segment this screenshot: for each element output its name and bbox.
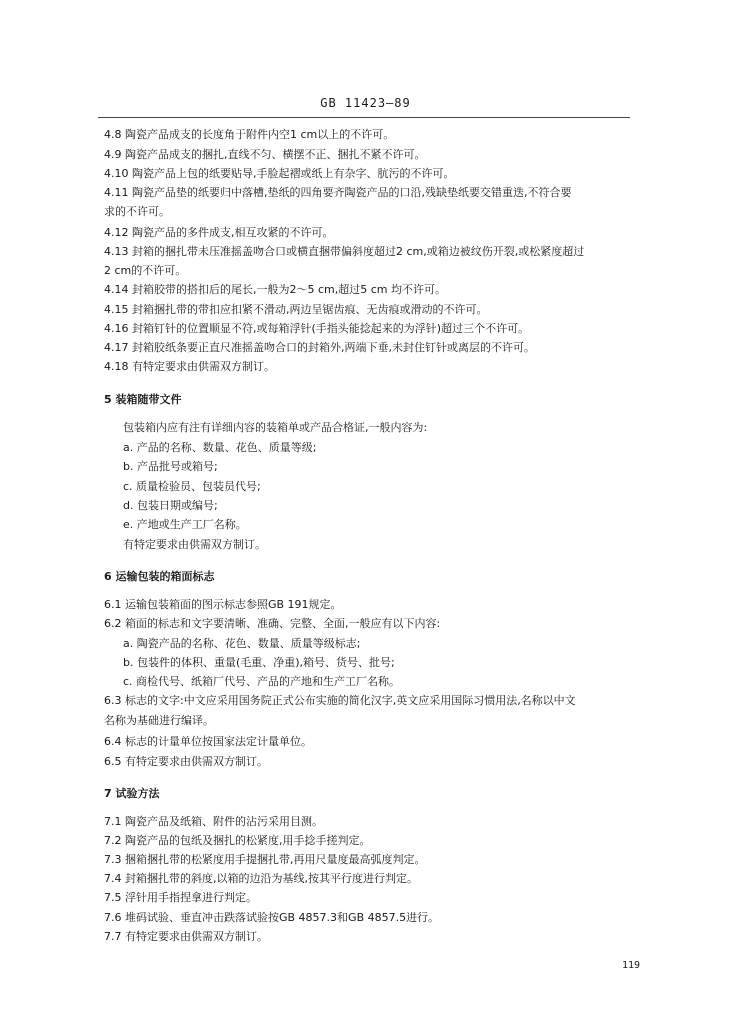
clause-4-16: 4.16 封箱钉针的位置顺显不符,或每箱浮针(手指头能捻起来的为浮针)超过三个不许可。 <box>104 322 530 335</box>
clause-4-11-cont: 求的不许可。 <box>104 205 170 218</box>
clause-6-2-item-a: a. 陶瓷产品的名称、花色、数量、质量等级标志; <box>123 637 361 650</box>
clause-6-3: 6.3 标志的文字:中文应采用国务院正式公布实施的简化汉字,英文应采用国际习惯用法,名称以中文 <box>104 694 576 707</box>
clause-4-17: 4.17 封箱胶纸条要正直尺准摇盖吻合口的封箱外,两端下垂,未封住钉针或离层的不许可。 <box>104 341 535 354</box>
page-number: 119 <box>622 960 641 971</box>
clause-4-8: 4.8 陶瓷产品成支的长度角于附件内空1 cm以上的不许可。 <box>104 128 395 141</box>
section-5-item-c: c. 质量检验员、包装员代号; <box>123 480 261 493</box>
clause-7-7: 7.7 有特定要求由供需双方制订。 <box>104 930 268 943</box>
clause-7-1: 7.1 陶瓷产品及纸箱、附件的沾污采用目测。 <box>104 815 323 828</box>
header-rule <box>98 117 630 118</box>
section-5-closing: 有特定要求由供需双方制订。 <box>123 538 266 551</box>
section-6-heading: 6 运输包装的箱面标志 <box>104 570 215 583</box>
clause-7-5: 7.5 浮针用手指捏拿进行判定。 <box>104 891 257 904</box>
clause-6-3-cont: 名称为基础进行编译。 <box>104 714 214 727</box>
clause-4-9: 4.9 陶瓷产品成支的捆扎,直线不匀、横摆不正、捆扎不紧不许可。 <box>104 148 426 161</box>
section-5-item-a: a. 产品的名称、数量、花色、质量等级; <box>123 441 317 454</box>
clause-4-11: 4.11 陶瓷产品垫的纸要归中落槽,垫纸的四角要齐陶瓷产品的口沿,残缺垫纸要交错重迭,不符合要 <box>104 186 572 199</box>
clause-6-4: 6.4 标志的计量单位按国家法定计量单位。 <box>104 735 312 748</box>
clause-6-2-item-b: b. 包装件的体积、重量(毛重、净重),箱号、货号、批号; <box>123 656 395 669</box>
clause-7-4: 7.4 封箱捆扎带的斜度,以箱的边沿为基线,按其平行度进行判定。 <box>104 872 418 885</box>
clause-7-6: 7.6 堆码试验、垂直冲击跌落试验按GB 4857.3和GB 4857.5进行。 <box>104 911 440 924</box>
clause-4-14: 4.14 封箱胶带的搭扣后的尾长,一般为2～5 cm,超过5 cm 均不许可。 <box>104 283 446 296</box>
clause-4-15: 4.15 封箱捆扎带的带扣应扣紧不滑动,两边呈锯齿痕、无齿痕或滑动的不许可。 <box>104 303 488 316</box>
clause-4-18: 4.18 有特定要求由供需双方制订。 <box>104 360 275 373</box>
clause-7-3: 7.3 捆箱捆扎带的松紧度用手提捆扎带,再用尺量度最高弧度判定。 <box>104 853 426 866</box>
clause-4-12: 4.12 陶瓷产品的多件成支,相互攻紧的不许可。 <box>104 226 334 239</box>
clause-7-2: 7.2 陶瓷产品的包纸及捆扎的松紧度,用手捻手搓判定。 <box>104 834 371 847</box>
clause-6-1: 6.1 运输包装箱面的图示标志参照GB 191规定。 <box>104 598 342 611</box>
clause-4-10: 4.10 陶瓷产品上包的纸要贴导,手脸起褶或纸上有杂字、肮污的不许可。 <box>104 167 455 180</box>
clause-4-13: 4.13 封箱的捆扎带未压准摇盖吻合口或横直捆带偏斜度超过2 cm,或箱边被纹伤开裂,或松紧度超过 <box>104 245 585 258</box>
section-5-item-e: e. 产地或生产工厂名称。 <box>123 518 247 531</box>
section-5-item-b: b. 产品批号或箱号; <box>123 460 218 473</box>
standard-code-header: GB 11423—89 <box>320 96 411 110</box>
section-7-heading: 7 试验方法 <box>104 787 160 800</box>
clause-6-2-item-c: c. 商检代号、纸箱厂代号、产品的产地和生产工厂名称。 <box>123 675 401 688</box>
section-5-intro: 包装箱内应有注有详细内容的装箱单或产品合格证,一般内容为: <box>123 421 428 434</box>
clause-6-5: 6.5 有特定要求由供需双方制订。 <box>104 755 268 768</box>
clause-4-13-cont: 2 cm的不许可。 <box>104 264 187 277</box>
clause-6-2: 6.2 箱面的标志和文字要清晰、准确、完整、全面,一般应有以下内容: <box>104 617 441 630</box>
section-5-heading: 5 装箱随带文件 <box>104 393 182 406</box>
section-5-item-d: d. 包装日期或编号; <box>123 499 218 512</box>
